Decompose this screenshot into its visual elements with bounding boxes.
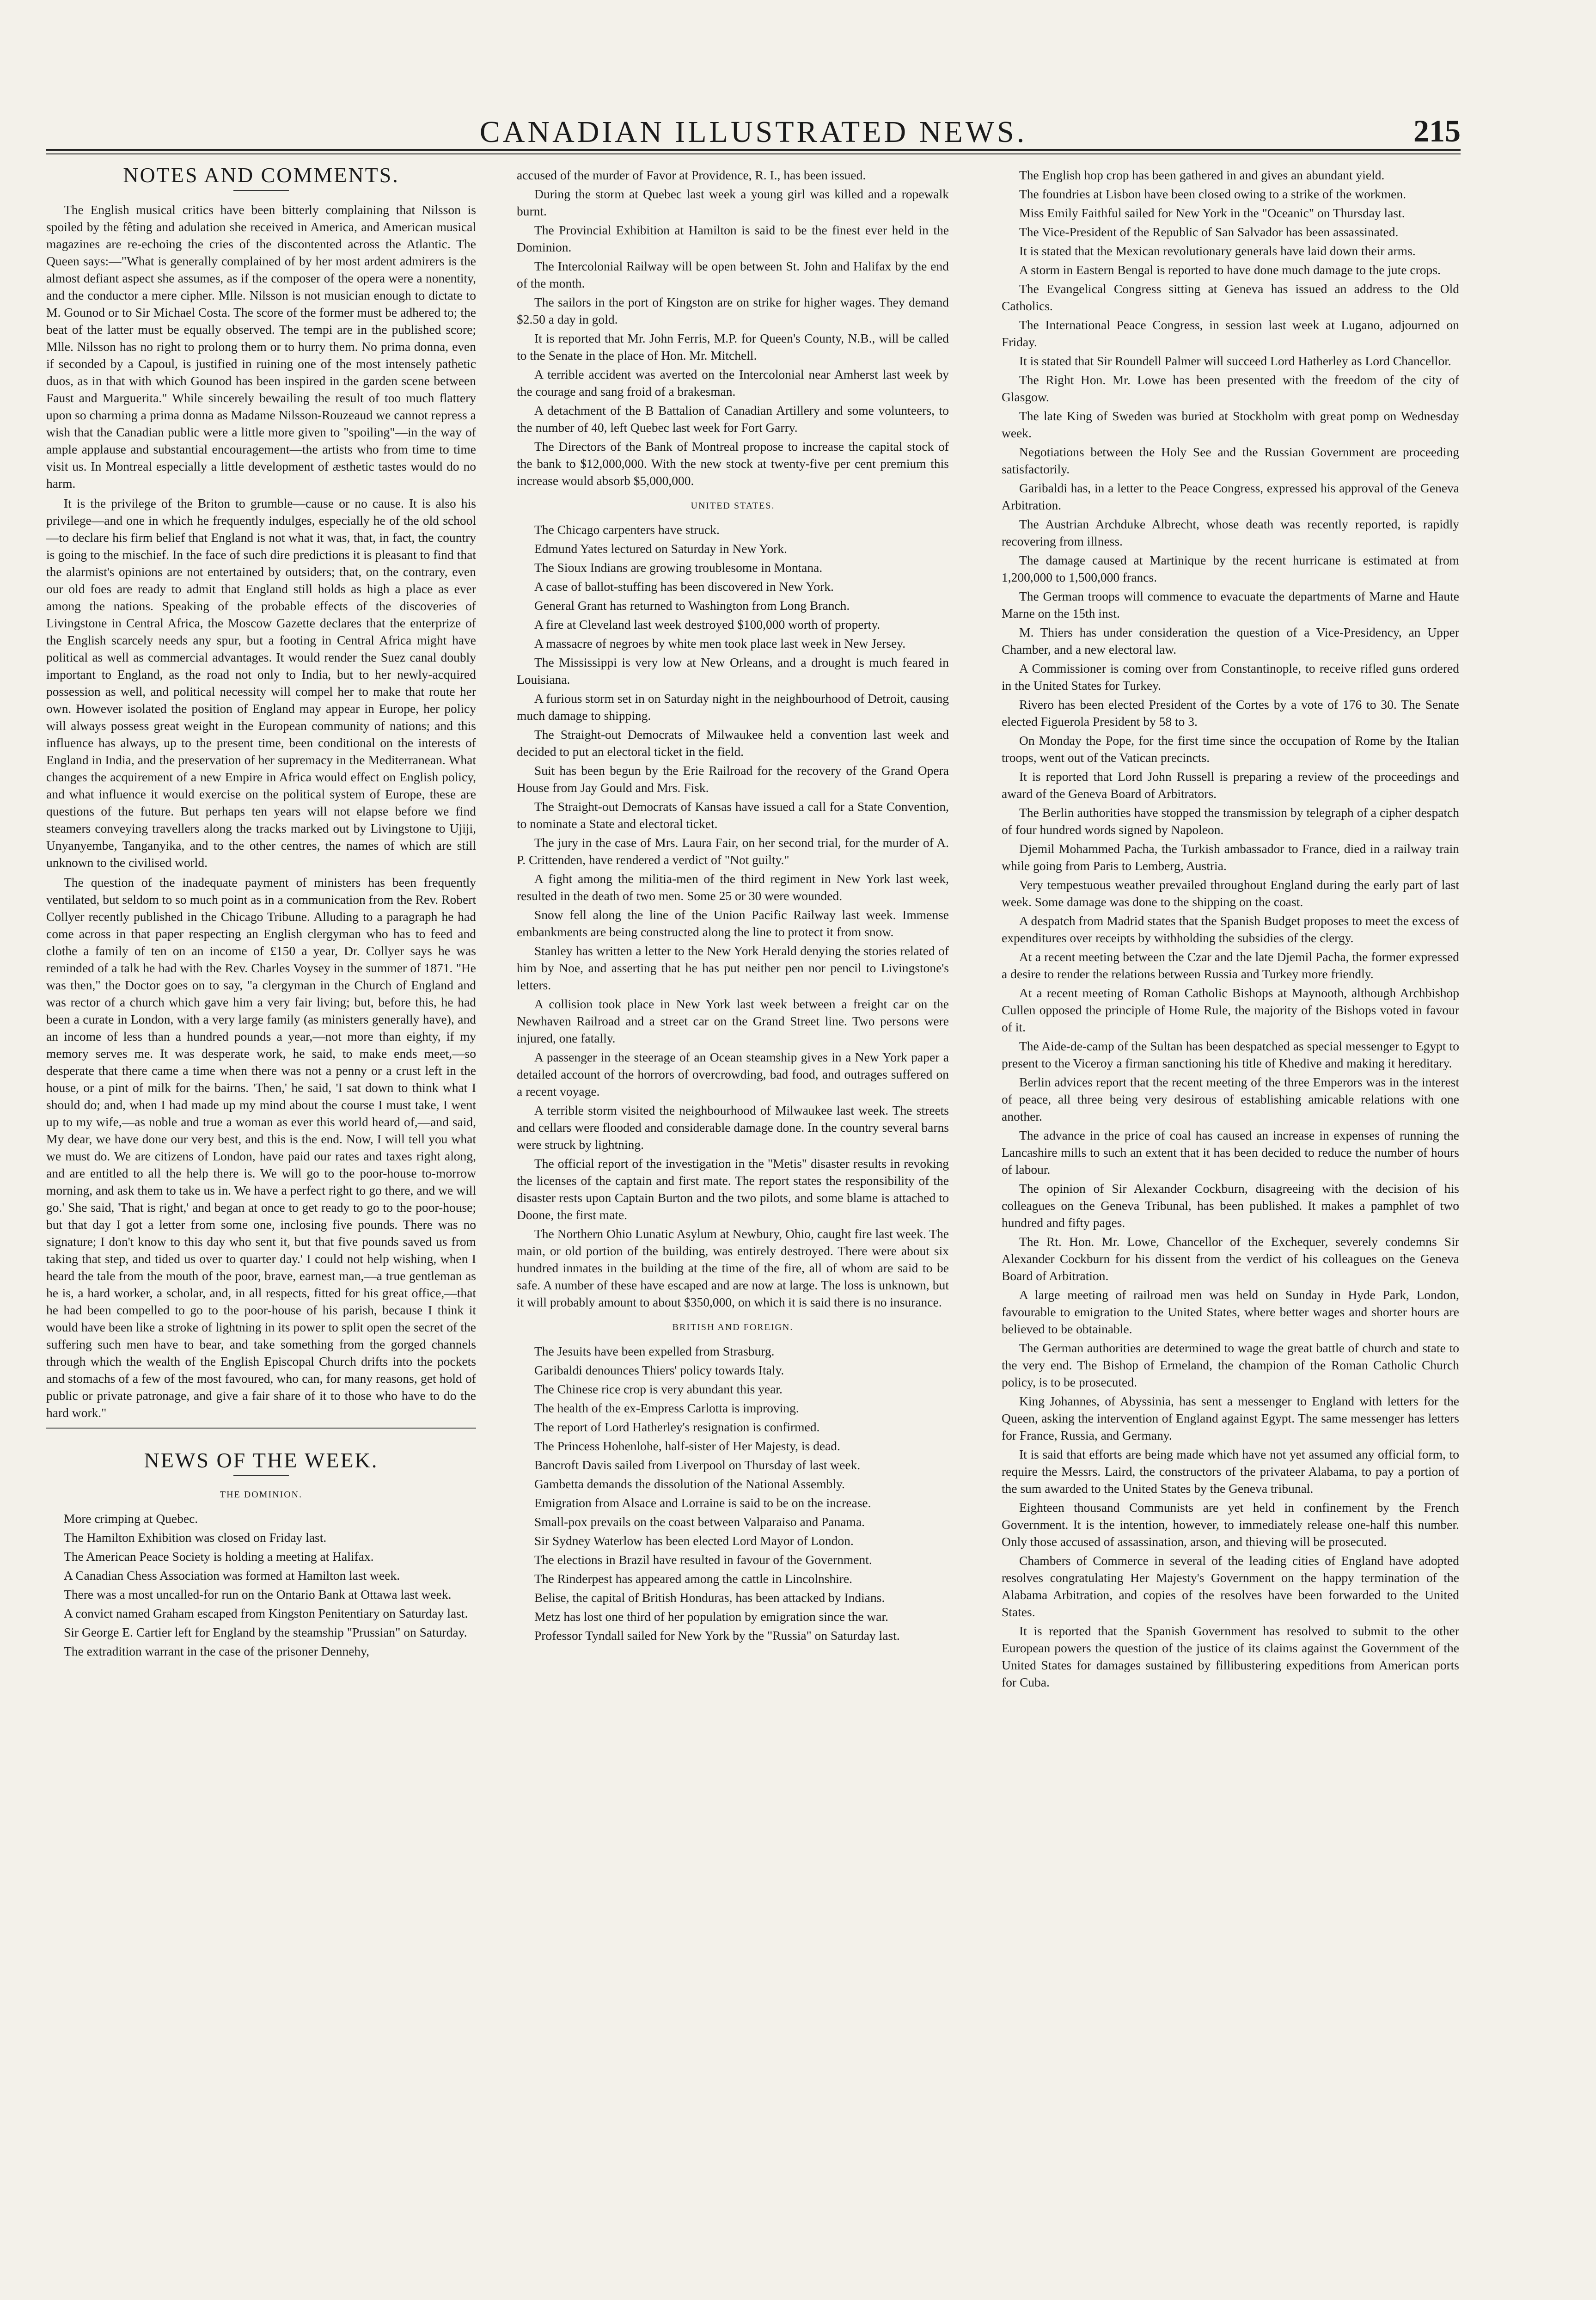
news-item: It is reported that Mr. John Ferris, M.P. for Queen's County, N.B., will be called to the Senate in the place of Hon. Mr. Mitchell. — [517, 331, 949, 362]
news-item: A case of ballot-stuffing has been discovered in New York. — [534, 579, 834, 594]
news-item: The Sioux Indians are growing troublesome in Montana. — [534, 560, 823, 575]
news-item: It is reported that Lord John Russell is preparing a review of the proceedings and award of the Geneva Board of Arbitrators. — [1002, 769, 1459, 801]
news-item: Sir Sydney Waterlow has been elected Lord Mayor of London. — [534, 1533, 854, 1548]
news-item: The Vice-President of the Republic of San Salvador has been assassinated. — [1019, 225, 1399, 239]
news-item: The extradition warrant in the case of the prisoner Dennehy, — [64, 1644, 370, 1658]
news-item: A fight among the militia-men of the third regiment in New York last week, resulted in the death of two men. Some 25 or 30 were wounded. — [517, 871, 949, 903]
news-item: A Commissioner is coming over from Constantinople, to receive rifled guns ordered in the United States for Turkey. — [1002, 661, 1459, 693]
news-item: A terrible storm visited the neighbourhood of Milwaukee last week. The streets and cellars were flooded and considerable damage done. In the country several barns were struck by lightning. — [517, 1103, 949, 1152]
news-item: Rivero has been elected President of the Cortes by a vote of 176 to 30. The Senate elected Figuerola President by 58 to 3. — [1002, 697, 1459, 729]
news-item: King Johannes, of Abyssinia, has sent a messenger to England with letters for the Queen, asking the intervention of England against Egypt. The same messenger has letters for France, Russia, and Germany. — [1002, 1394, 1459, 1442]
news-item: Gambetta demands the dissolution of the National Assembly. — [534, 1477, 845, 1491]
notes-heading: NOTES AND COMMENTS. — [123, 163, 399, 187]
news-item: The German troops will commence to evacuate the departments of Marne and Haute Marne on the 15th inst. — [1002, 589, 1459, 620]
heading-divider — [233, 1475, 289, 1476]
column-2 — [517, 166, 949, 1646]
news-item: The Chicago carpenters have struck. — [534, 522, 720, 537]
news-item: The damage caused at Martinique by the recent hurricane is estimated at from 1,200,000 to 1,500,000 francs. — [1002, 553, 1459, 584]
news-item: The German authorities are determined to wage the great battle of church and state to the very end. The Bishop of Ermeland, the champion of the Roman Catholic Church policy, is to be prosecuted. — [1002, 1341, 1459, 1389]
news-item: The Hamilton Exhibition was closed on Friday last. — [64, 1530, 327, 1545]
news-item: The Straight-out Democrats of Kansas have issued a call for a State Convention, to nominate a State and electoral ticket. — [517, 799, 949, 831]
news-item: The sailors in the port of Kingston are on strike for higher wages. They demand $2.50 a day in gold. — [517, 295, 949, 326]
news-item: The Princess Hohenlohe, half-sister of Her Majesty, is dead. — [534, 1439, 840, 1453]
news-item: The opinion of Sir Alexander Cockburn, disagreeing with the decision of his colleagues on the Geneva Tribunal, has been published. It makes a pamphlet of two hundred and fifty pages. — [1002, 1181, 1459, 1230]
news-item: The American Peace Society is holding a meeting at Halifax. — [64, 1549, 374, 1564]
news-item: The Aide-de-camp of the Sultan has been despatched as special messenger to Egypt to present to the Viceroy a firman sanctioning his title of Khedive and making it hereditary. — [1002, 1039, 1459, 1070]
news-item: The English hop crop has been gathered in and gives an abundant yield. — [1019, 168, 1385, 182]
news-item: The Jesuits have been expelled from Strasburg. — [534, 1344, 775, 1358]
news-item: The foundries at Lisbon have been closed owing to a strike of the workmen. — [1019, 187, 1406, 201]
notes-paragraph: It is the privilege of the Briton to grumble—cause or no cause. It is also his privilege—and one in which he frequently indulges, especially he of the old school—to declare his firm belief that England is not what it was, that, in fact, the country is going to the mischief. In the face of such dire predictions it is pleasant to find that the alarmist's opinions are not entertained by outsiders; that, on the contrary, even our old foes are ready to admit that England still holds as high a place as ever among the nations. Speaking of the probable effects of the discoveries of Livingstone in Central Africa, the Moscow Gazette declares that the enterprize of the English scarcely needs any spur, but a footing in Central Africa might have political as well as commercial advantages. It would render the Suez canal doubly important to England, as the road not only to India, but to her newly-acquired possession as well, and political necessity will compel her to make that route her own. However isolated the position of England may appear in Europe, her policy will always possess great weight in the European community of nations; and this influence has always, up to the present time, been conditional on the interests of England in India, and the preservation of her supremacy in the Mediterranean. What changes the acquirement of a new Empire in Africa would effect on English policy, and what influence it would exercise on the political system of Europe, these are questions of the future. But perhaps ten years will not elapse before we find steamers conveying travellers along the tracks marked out by Livingstone to Ujiji, Unyanyembe, Tanganyika, and to the other centres, the names of which are still unknown to the civilised world. — [46, 496, 476, 870]
news-item: General Grant has returned to Washington from Long Branch. — [534, 598, 850, 613]
news-item: Snow fell along the line of the Union Pacific Railway last week. Immense embankments are being constructed along the line to protect it from snow. — [517, 908, 949, 939]
news-item: The official report of the investigation in the "Metis" disaster results in revoking the licenses of the captain and first mate. The report states the responsibility of the disaster rests upon Captain Burton and the two pilots, and some blame is attached to Doone, the first mate. — [517, 1156, 949, 1222]
news-item: Berlin advices report that the recent meeting of the three Emperors was in the interest of peace, all three being very desirous of establishing amicable relations with one another. — [1002, 1075, 1459, 1123]
news-item: The elections in Brazil have resulted in favour of the Government. — [534, 1552, 872, 1567]
masthead-rule — [46, 149, 1461, 151]
news-item: Djemil Mohammed Pacha, the Turkish ambassador to France, died in a railway train while going from Paris to Lemberg, Austria. — [1002, 841, 1459, 873]
news-item: Bancroft Davis sailed from Liverpool on Thursday of last week. — [534, 1458, 861, 1472]
news-item: accused of the murder of Favor at Providence, R. I., has been issued. — [517, 168, 866, 182]
news-item: It is stated that Sir Roundell Palmer will succeed Lord Hatherley as Lord Chancellor. — [1019, 354, 1451, 368]
news-item: The Northern Ohio Lunatic Asylum at Newbury, Ohio, caught fire last week. The main, or old portion of the building, was entirely destroyed. There were about six hundred inmates in the building at the time of the fire, all of whom are said to be safe. A number of these have escaped and are now at large. The loss is unknown, but it will probably amount to about $350,000, on which it is said there is no insurance. — [517, 1227, 949, 1309]
news-item: Professor Tyndall sailed for New York by the "Russia" on Saturday last. — [534, 1628, 900, 1643]
news-item: The late King of Sweden was buried at Stockholm with great pomp on Wednesday week. — [1002, 409, 1459, 440]
column-3 — [1002, 166, 1459, 1693]
news-item: The jury in the case of Mrs. Laura Fair, on her second trial, for the murder of A. P. Crittenden, have rendered a verdict of "Not guilty." — [517, 835, 949, 867]
dominion-heading: THE DOMINION. — [220, 1490, 303, 1500]
news-item: A despatch from Madrid states that the Spanish Budget proposes to meet the excess of expenditures over receipts by withholding the subsidies of the clergy. — [1002, 914, 1459, 945]
news-item: Chambers of Commerce in several of the leading cities of England have adopted resolves congratulating Her Majesty's Government on the happy termination of the Alabama Arbitration, and copies of the resolves have been forwarded to the United States. — [1002, 1553, 1459, 1619]
publication-title: CANADIAN ILLUSTRATED NEWS. — [479, 115, 1027, 149]
news-item: A storm in Eastern Bengal is reported to have done much damage to the jute crops. — [1019, 263, 1441, 277]
news-item: The Intercolonial Railway will be open between St. John and Halifax by the end of the month. — [517, 259, 949, 290]
heading-divider — [233, 190, 289, 191]
news-item: Garibaldi has, in a letter to the Peace Congress, expressed his approval of the Geneva Arbitration. — [1002, 481, 1459, 512]
notes-paragraph: The English musical critics have been bitterly complaining that Nilsson is spoiled by the fêting and adulation she received in America, and American musical magazines are re-echoing the cries of the discontented across the Atlantic. The Queen says:—"What is generally complained of by her most ardent admirers is the almost defiant aspect she assumes, as if the composer of the opera were a nonentity, and the conductor a mere cipher. Mlle. Nilsson is not musician enough to dictate to M. Gounod or to Sir Michael Costa. The score of the former must be adhered to; the beat of the latter must be equally observed. The tempi are in the published score; Mlle. Nilsson has no right to prolong them or to hurry them. No prima donna, even if seconded by a Capoul, is justified in ruining one of the most intensely pathetic duos, as in that with which Gounod has been inspired in the garden scene between Faust and Marguerita." While sincerely bewailing the result of too much flattery upon so charming a prima donna as Madame Nilsson-Rouzeaud we cannot repress a wish that the Canadian public were a little more given to "spoiling"—in the way of ample applause and substantial encouragement—the artists who from time to time visit us. In Montreal especially a little development of æsthetic tastes would do no harm. — [46, 202, 476, 491]
column-1 — [46, 163, 476, 1662]
news-item: It is said that efforts are being made which have not yet assumed any official form, to require the Messrs. Laird, the constructors of the privateer Alabama, to pay a portion of the sum awarded to the United States by the Geneva tribunal. — [1002, 1447, 1459, 1496]
news-item: A collision took place in New York last week between a freight car on the Newhaven Railroad and a street car on the Grand Street line. Two persons were injured, one fatally. — [517, 997, 949, 1045]
news-item: M. Thiers has under consideration the question of a Vice-Presidency, an Upper Chamber, and a new electoral law. — [1002, 625, 1459, 656]
news-item: A massacre of negroes by white men took place last week in New Jersey. — [534, 636, 906, 650]
british-foreign-heading: BRITISH AND FOREIGN. — [672, 1322, 794, 1332]
news-item: The International Peace Congress, in session last week at Lugano, adjourned on Friday. — [1002, 318, 1459, 349]
masthead-rule-thin — [46, 153, 1461, 154]
news-item: The Mississippi is very low at New Orleans, and a drought is much feared in Louisiana. — [517, 655, 949, 687]
news-item: On Monday the Pope, for the first time since the occupation of Rome by the Italian troops, went out of the Vatican precincts. — [1002, 733, 1459, 765]
news-item: A terrible accident was averted on the Intercolonial near Amherst last week by the courage and sang froid of a brakesman. — [517, 367, 949, 399]
news-item: It is stated that the Mexican revolutionary generals have laid down their arms. — [1019, 244, 1416, 258]
news-item: Emigration from Alsace and Lorraine is said to be on the increase. — [534, 1496, 871, 1510]
news-item: Suit has been begun by the Erie Railroad for the recovery of the Grand Opera House from Jay Gould and Mrs. Fisk. — [517, 763, 949, 795]
news-item: Small-pox prevails on the coast between Valparaiso and Panama. — [534, 1515, 865, 1529]
news-item: The Rt. Hon. Mr. Lowe, Chancellor of the Exchequer, severely condemns Sir Alexander Cockburn for his dissent from the verdict of his colleagues on the Geneva Board of Arbitration. — [1002, 1234, 1459, 1283]
news-item: Belise, the capital of British Honduras, has been attacked by Indians. — [534, 1590, 885, 1605]
news-item: The advance in the price of coal has caused an increase in expenses of running the Lancashire mills to such an extent that it has been decided to reduce the number of hours of labour. — [1002, 1128, 1459, 1177]
news-heading: NEWS OF THE WEEK. — [144, 1448, 379, 1472]
news-item: A furious storm set in on Saturday night in the neighbourhood of Detroit, causing much damage to shipping. — [517, 691, 949, 723]
page-number: 215 — [1413, 113, 1461, 148]
notes-paragraph: The question of the inadequate payment of ministers has been frequently ventilated, but seldom to so much point as in a communication from the Rev. Robert Collyer recently published in the Chicago Tribune. Alluding to a paragraph he had come across in that paper respecting an English clergyman who has to feed and clothe a family of ten on an income of £150 a year, Dr. Collyer says he was reminded of a talk he had with the Rev. Charles Voysey in the summer of 1871. "He was then," the Doctor goes on to say, "a clergyman in the Church of England and was rector of a church which gave him a very fair living; but, before this, he had been a curate in London, with a very large family (as ministers generally have), and an income of less than a hundred pounds a year,—not more than eighty, if my memory serves me. It was desperate work, he said, to make ends meet,—so desperate that there came a time when there was not a penny or a crust left in the house, or a pint of milk for the bairns. 'Then,' he said, 'I sat down to think what I should do; and, when I had made up my mind about the course I must take, I went up to my wife,—as noble and true a woman as ever this world heard of,—and said, My dear, we have done our very best, and this is the end. Now, I will tell you what we must do. We are citizens of London, have paid our rates and taxes right along, and are entitled to all the help there is. We will go to the poor-house to-morrow morning, and ask them to take us in. We have a perfect right to go there, and we will go.' She said, 'That is right,' and began at once to get ready to go to the poor-house; but that day I got a letter from some one, inclosing five pounds. There was no signature; I don't know to this day who sent it, but that five pounds saved us from taking that step, and tided us over to quarter day.' I could not help wishing, when I heard the tale from the mouth of the poor, brave, earnest man,—a true gentleman as he is, a hard worker, a scholar, and, in all respects, fitted for his great office,—that he had been compelled to go to the poor-house of his parish, because I think it would have been like a stroke of lightning in its power to split open the secret of the suffering such men have to bear, and take something from the gorged channels through which the wealth of the English Episcopal Church drifts into the pockets and stomachs of a few of the most favoured, who can, for many reasons, get hold of public or private patronage, and give a fair share of it to those who have to do the hard work." — [46, 875, 476, 1420]
news-item: Negotiations between the Holy See and the Russian Government are proceeding satisfactorily. — [1002, 445, 1459, 476]
news-item: The Berlin authorities have stopped the transmission by telegraph of a cipher despatch of four hundred words signed by Napoleon. — [1002, 805, 1459, 837]
news-item: Miss Emily Faithful sailed for New York in the "Oceanic" on Thursday last. — [1019, 206, 1405, 220]
news-item: Eighteen thousand Communists are yet held in confinement by the French Government. It is the intention, however, to immediately release one-half this number. Only those accused of assassination, arson, and thieving will be prosecuted. — [1002, 1500, 1459, 1549]
news-item: The Rinderpest has appeared among the cattle in Lincolnshire. — [534, 1571, 853, 1586]
news-item: Very tempestuous weather prevailed throughout England during the early part of last week. Some damage was done to the shipping on the coast. — [1002, 877, 1459, 909]
news-item: A detachment of the B Battalion of Canadian Artillery and some volunteers, to the number of 40, left Quebec last week for Fort Garry. — [517, 403, 949, 435]
news-item: Stanley has written a letter to the New York Herald denying the stories related of him by Noe, and asserting that he has put neither pen nor pencil to Livingstone's letters. — [517, 944, 949, 992]
news-item: The Directors of the Bank of Montreal propose to increase the capital stock of the bank to $12,000,000. With the new stock at twenty-five per cent premium this increase would absorb $5,000,000. — [517, 439, 949, 488]
united-states-heading: UNITED STATES. — [691, 501, 775, 511]
news-item: The Chinese rice crop is very abundant this year. — [534, 1382, 783, 1396]
news-item: A large meeting of railroad men was held on Sunday in Hyde Park, London, favourable to emigration to the United States, where better wages and shorter hours are believed to be obtainable. — [1002, 1288, 1459, 1336]
news-item: Garibaldi denounces Thiers' policy towards Italy. — [534, 1363, 784, 1377]
news-item: The Provincial Exhibition at Hamilton is said to be the finest ever held in the Dominion. — [517, 223, 949, 254]
news-item: At a recent meeting of Roman Catholic Bishops at Maynooth, although Archbishop Cullen opposed the principle of Home Rule, the majority of the Bishops voted in favour of it. — [1002, 986, 1459, 1034]
news-item: A convict named Graham escaped from Kingston Penitentiary on Saturday last. — [64, 1606, 468, 1620]
news-item: It is reported that the Spanish Government has resolved to submit to the other European powers the question of the justice of its claims against the Government of the United States for damages sustained by fillibustering expeditions from American ports for Cuba. — [1002, 1624, 1459, 1689]
news-item: During the storm at Quebec last week a young girl was killed and a ropewalk burnt. — [517, 187, 949, 218]
news-item: The health of the ex-Empress Carlotta is improving. — [534, 1401, 799, 1415]
news-item: The Evangelical Congress sitting at Geneva has issued an address to the Old Catholics. — [1002, 282, 1459, 313]
news-item: The report of Lord Hatherley's resignation is confirmed. — [534, 1420, 820, 1434]
news-item: A fire at Cleveland last week destroyed $100,000 worth of property. — [534, 617, 881, 632]
news-item: There was a most uncalled-for run on the Ontario Bank at Ottawa last week. — [64, 1587, 452, 1601]
news-item: A Canadian Chess Association was formed at Hamilton last week. — [64, 1568, 400, 1582]
news-item: A passenger in the steerage of an Ocean steamship gives in a New York paper a detailed account of the horrors of overcrowding, bad food, and outrages suffered on a recent voyage. — [517, 1050, 949, 1098]
news-item: At a recent meeting between the Czar and the late Djemil Pacha, the former expressed a desire to render the relations between Russia and Turkey more friendly. — [1002, 950, 1459, 981]
news-item: The Right Hon. Mr. Lowe has been presented with the freedom of the city of Glasgow. — [1002, 373, 1459, 404]
news-item: The Austrian Archduke Albrecht, whose death was recently reported, is rapidly recovering from illness. — [1002, 517, 1459, 548]
news-item: More crimping at Quebec. — [64, 1511, 198, 1526]
section-divider — [46, 1428, 476, 1429]
news-item: The Straight-out Democrats of Milwaukee held a convention last week and decided to put an electoral ticket in the field. — [517, 727, 949, 759]
news-item: Edmund Yates lectured on Saturday in New York. — [534, 541, 787, 556]
news-item: Metz has lost one third of her population by emigration since the war. — [534, 1609, 888, 1624]
news-item: Sir George E. Cartier left for England by the steamship "Prussian" on Saturday. — [64, 1625, 467, 1639]
